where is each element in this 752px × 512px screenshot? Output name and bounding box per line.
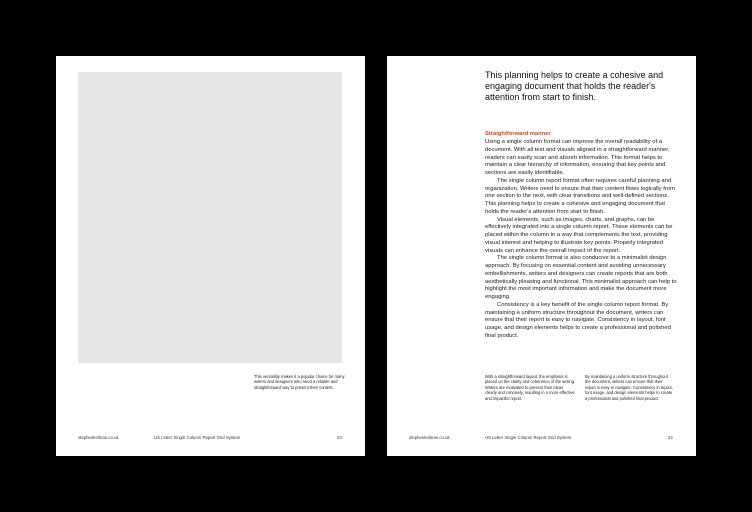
- footer-page-number: 24: [668, 435, 673, 440]
- right-caption-1: With a straightforward layout, the emphasis is placed on the clarity and coherence of the writing. Writers are motivated to present their ideas clearly and concisely, resulting in a more effective and impactful report.: [485, 374, 576, 401]
- section-heading: Straightforward manner: [485, 131, 551, 137]
- paragraph: Using a single column format can improve the overall readability of a document. With all text and visuals aligned in a straightforward manner, readers can easily scan and absorb information. This format helps to maintain a clear hierarchy of information, ensuring that key points and sections are easily identifiable.: [485, 139, 670, 176]
- image-placeholder: [78, 72, 342, 363]
- paragraph: The single column format is also conducive to a minimalist design approach. By focusing on essential content and avoiding unnecessary embellishments, writers and designers can create reports that are both aesthetically pleasing and functional. This minimalist approach can help to highlight the most important information and make the document more engaging.: [485, 255, 677, 300]
- right-page: [387, 56, 696, 456]
- footer-page-number: 23: [337, 435, 342, 440]
- footer-title: US Letter Single Column Report Grid System: [485, 435, 572, 440]
- paragraph: Consistency is a key benefit of the single column report format. By maintaining a uniform structure throughout the document, writers can ensure that their report is easy to navigate. Consistency in layout, font usage, and design elements helps to create a professional and polished final product.: [485, 301, 671, 339]
- body-text: [485, 139, 678, 341]
- pull-quote: This planning helps to create a cohesive and engaging document that holds the reader's attention from start to finish.: [485, 70, 664, 103]
- left-page: [56, 56, 365, 456]
- paragraph: The single column report format often requires careful planning and organization. Writers need to ensure that their content flows logically from one section to the next, with clear transitions and well-defined sections. This planning helps to create a cohesive and engaging document that holds the reader's attention from start to finish.: [485, 177, 675, 215]
- right-caption-2: By maintaining a uniform structure throughout the document, writers can ensure that their report is easy to navigate. Consistency in layout, font usage, and design elements helps to create a professional and polished final product.: [585, 374, 673, 401]
- footer-site: stephenkelman.co.uk: [409, 435, 450, 440]
- footer-title: US Letter Single Column Report Grid System: [154, 435, 241, 440]
- paragraph: Visual elements, such as images, charts, and graphs, can be effectively integrated into a single column report. These elements can be placed within the column in a way that complements the text, providing visual interest and helping to illustrate key points. Properly integrated visuals can enhance the overall impact of the report.: [485, 216, 673, 254]
- left-caption: This versatility makes it a popular choice for many writers and designers who need a reliable and straightforward way to present their content.: [254, 374, 345, 390]
- footer-site: stephenkelman.co.uk: [78, 435, 119, 440]
